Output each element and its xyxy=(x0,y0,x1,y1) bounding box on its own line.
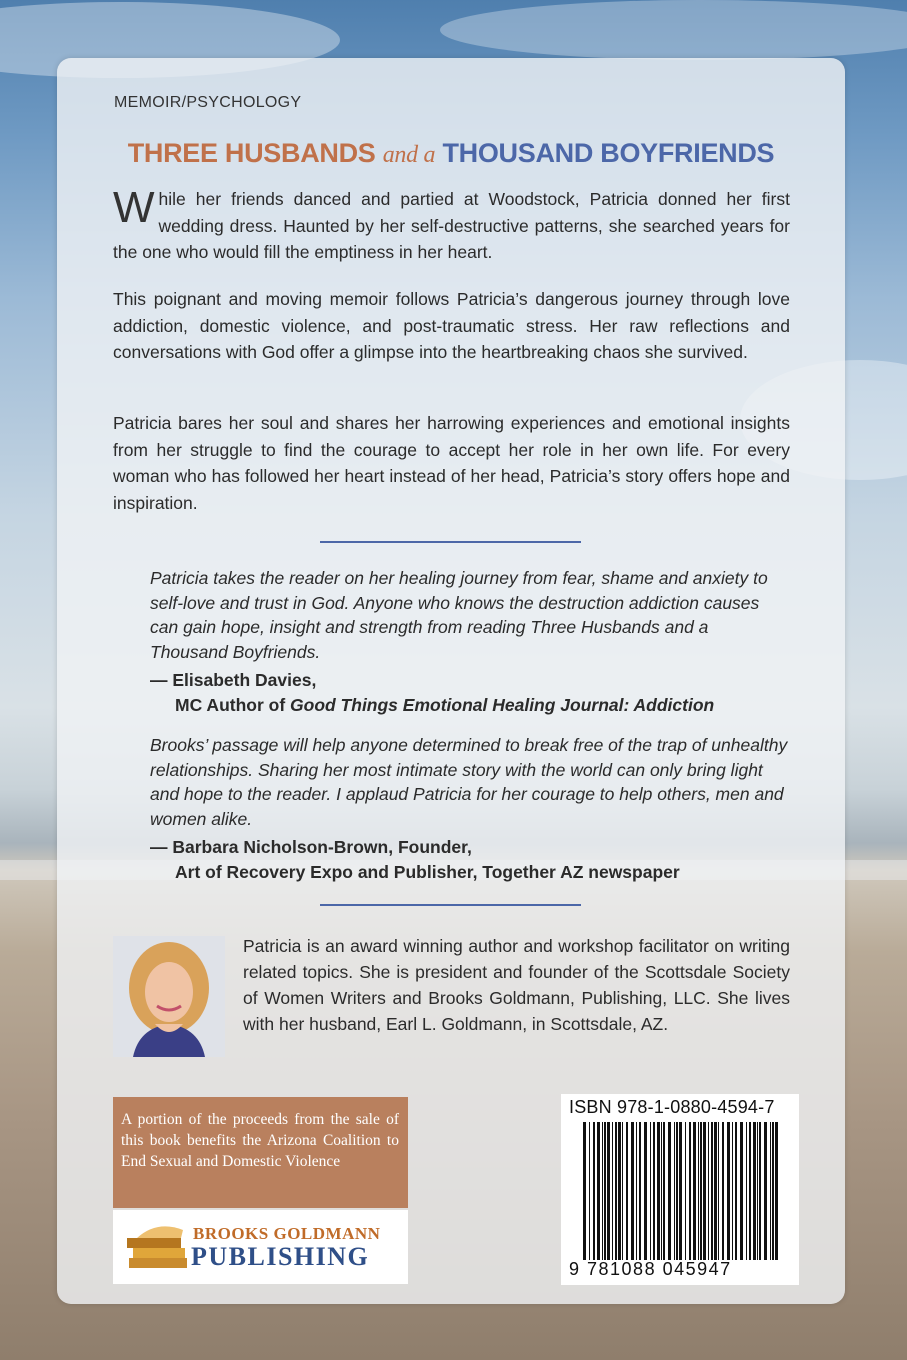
review-1-credit xyxy=(150,693,714,718)
review-1-attribution xyxy=(150,668,714,717)
author-bio: Patricia is an award winning author and workshop facilitator on writing related topics. She is president and founder of the Scottsdale Society of Women Writers and Brooks Goldmann, Publishing, LLC. She lives with her husband, Earl L. Goldmann, in Scottsdale, AZ. xyxy=(243,936,790,1034)
drop-cap: W xyxy=(113,183,155,232)
blurb-paragraph-1-text: hile her friends danced and partied at Woodstock, Patricia donned her first wedding dress. Haunted by her self-destructive patterns, she searched years for the one who would fill the emptiness in her heart. xyxy=(113,189,790,262)
title-part-3: THOUSAND BOYFRIENDS xyxy=(442,138,775,168)
publisher-name-line-1: BROOKS GOLDMANN xyxy=(193,1224,381,1243)
book-title xyxy=(57,138,845,169)
review-2-text: Brooks’ passage will help anyone determined to break free of the trap of unhealthy relationships. Sharing her most intimate story with the world can only bring light and hope to the reader. I applaud Patricia for her courage to help others, men and women alike. xyxy=(150,735,788,829)
barcode-bars xyxy=(583,1122,783,1260)
publisher-logo xyxy=(113,1210,408,1284)
barcode-number: 9 781088 045947 xyxy=(569,1259,732,1279)
divider-top xyxy=(320,541,581,543)
review-1-credit-title: Good Things Emotional Healing Journal: Addiction xyxy=(290,694,715,715)
blurb-paragraph-3: Patricia bares her soul and shares her harrowing experiences and emotional insights from her struggle to find the courage to accept her role in her own life. For every woman who has followed her heart instead of her head, Patricia’s story offers hope and inspiration. xyxy=(113,413,790,513)
book-category: MEMOIR/PSYCHOLOGY xyxy=(114,94,302,111)
donation-notice xyxy=(113,1097,408,1208)
title-part-2: and a xyxy=(382,142,436,168)
review-1-text: Patricia takes the reader on her healing journey from fear, shame and anxiety to self-love and trust in God. Anyone who knows the destruction addiction causes can gain hope, insight and strength from reading Three Husbands and a Thousand Boyfriends. xyxy=(150,568,768,662)
review-1-credit-prefix: MC Author of xyxy=(175,694,291,715)
isbn-label: ISBN 978-1-0880-4594-7 xyxy=(569,1097,775,1117)
publisher-name-line-2: PUBLISHING xyxy=(191,1242,370,1271)
isbn-barcode xyxy=(561,1094,799,1285)
review-2-author: — Barbara Nicholson-Brown, Founder, xyxy=(150,837,472,857)
donation-text: A portion of the proceeds from the sale of this book benefits the Arizona Coalition to End Sexual and Domestic Violence xyxy=(121,1111,399,1170)
blurb-paragraph-1 xyxy=(113,183,790,266)
review-1-author: — Elisabeth Davies, xyxy=(150,670,317,690)
divider-bottom xyxy=(320,904,581,906)
author-portrait-image xyxy=(113,936,225,1057)
author-photo xyxy=(113,936,225,1057)
blurb-paragraph-2: This poignant and moving memoir follows Patricia’s dangerous journey through love addiction, domestic violence, and post-traumatic stress. Her raw reflections and conversations with God offer a glimpse into the heartbreaking chaos she survived. xyxy=(113,289,790,362)
title-part-1: THREE HUSBANDS xyxy=(127,138,376,168)
books-icon xyxy=(123,1218,193,1278)
review-2-attribution xyxy=(150,835,680,884)
review-2-credit: Art of Recovery Expo and Publisher, Together AZ newspaper xyxy=(175,861,680,882)
